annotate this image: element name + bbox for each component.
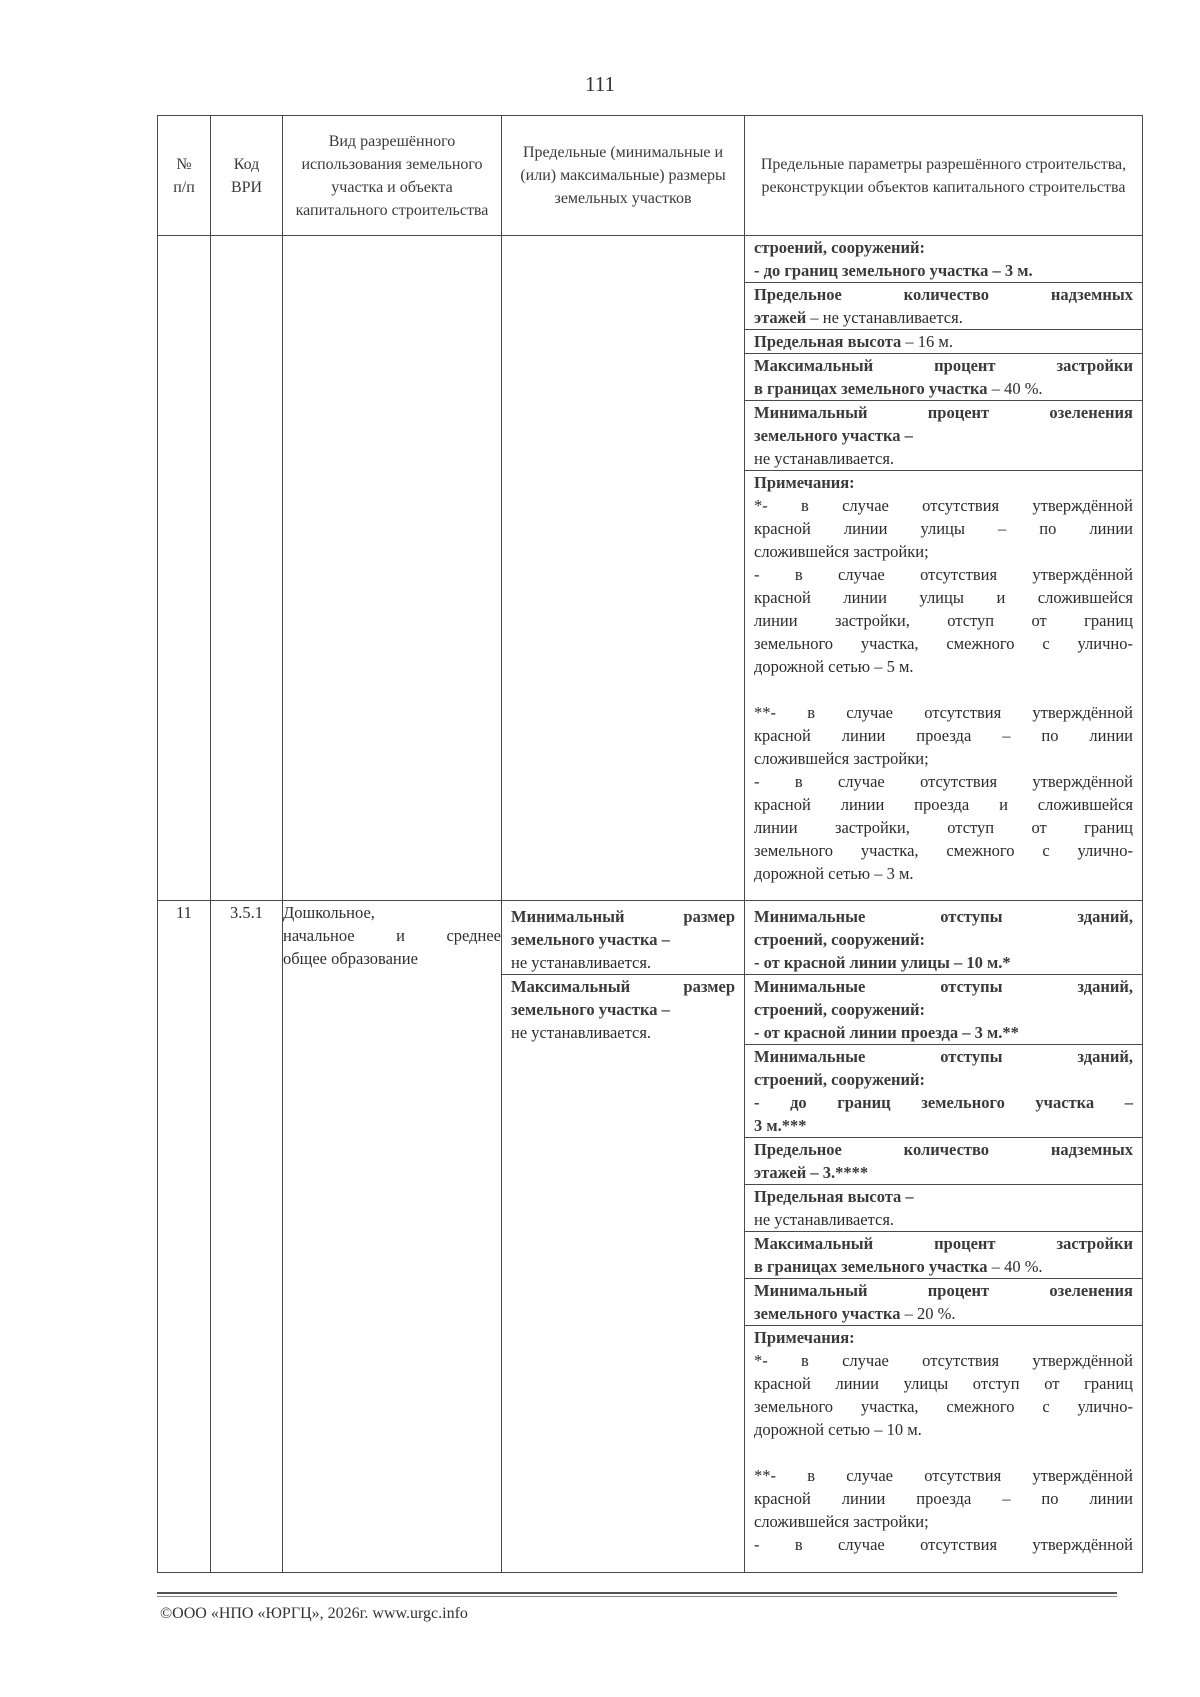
- permitted-use-text: общее образование: [283, 949, 418, 968]
- param-text: в границах земельного участка: [754, 1257, 988, 1276]
- param-text: Предельная высота: [754, 332, 902, 351]
- param-greening-percent: [745, 400, 1142, 470]
- notes-line: **- в случае отсутствия утверждённой: [754, 703, 1133, 722]
- notes-line: - в случае отсутствия утверждённой: [754, 1535, 1133, 1554]
- param-text: Предельная высота –: [754, 1187, 914, 1206]
- notes-line: красной линии проезда и сложившейся: [754, 795, 1133, 814]
- notes-line: земельного участка, смежного с улично-: [754, 634, 1133, 653]
- param-text: – 20 %.: [900, 1304, 956, 1323]
- table-header-row: [158, 116, 1143, 236]
- param-building-percent: [745, 1231, 1142, 1278]
- footer-divider: [157, 1592, 1117, 1594]
- cont-use-cell: [283, 236, 502, 901]
- size-text: Максимальный размер: [511, 977, 735, 996]
- notes-line: линии застройки, отступ от границ: [754, 818, 1133, 837]
- notes-line: линии застройки, отступ от границ: [754, 611, 1133, 630]
- param-text: строений, сооружений:: [754, 1070, 926, 1089]
- param-text: не устанавливается.: [754, 1210, 895, 1229]
- param-building-percent: [745, 353, 1142, 400]
- param-text: - до границ земельного участка – 3 м.: [754, 261, 1033, 280]
- notes-title: Примечания:: [754, 473, 855, 492]
- header-number: № п/п: [158, 116, 211, 236]
- notes-line: *- в случае отсутствия утверждённой: [754, 496, 1133, 515]
- notes-line: дорожной сетью – 10 м.: [754, 1420, 922, 1439]
- param-notes: [745, 470, 1142, 886]
- param-text: Минимальные отступы зданий,: [754, 977, 1133, 996]
- page-number: 111: [585, 72, 615, 96]
- notes-line: сложившейся застройки;: [754, 749, 929, 768]
- notes-title: Примечания:: [754, 1328, 855, 1347]
- permitted-use-text: Дошкольное,: [283, 903, 375, 922]
- cont-number-cell: [158, 236, 211, 901]
- param-floor-count: [745, 1137, 1142, 1184]
- param-max-height: [745, 1184, 1142, 1231]
- size-text: земельного участка –: [511, 1000, 670, 1019]
- param-text: Максимальный процент застройки: [754, 356, 1133, 375]
- notes-line: красной линии проезда – по линии: [754, 726, 1133, 745]
- notes-line: сложившейся застройки;: [754, 542, 929, 561]
- notes-line: красной линии улицы и сложившейся: [754, 588, 1133, 607]
- param-max-height: [745, 329, 1142, 353]
- size-text: не устанавливается.: [511, 1023, 652, 1042]
- table-row-continuation: [158, 236, 1143, 901]
- construction-params-cell: [745, 901, 1143, 1573]
- param-notes: [745, 1325, 1142, 1557]
- param-text: Минимальный процент озеленения: [754, 1281, 1133, 1300]
- param-text: в границах земельного участка: [754, 379, 988, 398]
- param-setback-driveway: [745, 974, 1142, 1044]
- param-text: не устанавливается.: [754, 449, 895, 468]
- param-text: Предельное количество надземных: [754, 1140, 1133, 1159]
- permitted-use-cell: [283, 901, 502, 1573]
- cont-sizes-cell: [502, 236, 745, 901]
- param-text: - до границ земельного участка –: [754, 1093, 1133, 1112]
- param-text: земельного участка –: [754, 426, 913, 445]
- param-text: Предельное количество надземных: [754, 285, 1133, 304]
- param-text: – не устанавливается.: [806, 308, 963, 327]
- notes-line: земельного участка, смежного с улично-: [754, 841, 1133, 860]
- size-text: земельного участка –: [511, 930, 670, 949]
- param-setback-boundary: [745, 1044, 1142, 1137]
- row-number: 11: [158, 901, 211, 1573]
- param-text: Минимальные отступы зданий,: [754, 907, 1133, 926]
- footer-copyright: ©ООО «НПО «ЮРГЦ», 2026г. www.urgc.info: [160, 1605, 468, 1622]
- size-max-plot: [502, 974, 744, 1045]
- header-permitted-use: Вид разрешённого использования земельного участка и объекта капитального строительства: [283, 116, 502, 236]
- param-greening-percent: [745, 1278, 1142, 1325]
- size-text: не устанавливается.: [511, 953, 652, 972]
- header-code: Код ВРИ: [211, 116, 283, 236]
- notes-line: дорожной сетью – 3 м.: [754, 864, 914, 883]
- param-text: - от красной линии проезда – 3 м.**: [754, 1023, 1019, 1042]
- notes-line: красной линии улицы отступ от границ: [754, 1374, 1133, 1393]
- notes-line: **- в случае отсутствия утверждённой: [754, 1466, 1133, 1485]
- cont-code-cell: [211, 236, 283, 901]
- param-text: этажей: [754, 308, 807, 327]
- param-text: – 40 %.: [987, 379, 1043, 398]
- notes-line: красной линии проезда – по линии: [754, 1489, 1133, 1508]
- permitted-use-text: начальное и среднее: [283, 926, 501, 945]
- header-plot-sizes: Предельные (минимальные и (или) максимальные) размеры земельных участков: [502, 116, 745, 236]
- notes-line: - в случае отсутствия утверждённой: [754, 772, 1133, 791]
- size-text: Минимальный размер: [511, 907, 735, 926]
- param-text: Максимальный процент застройки: [754, 1234, 1133, 1253]
- notes-line: дорожной сетью – 5 м.: [754, 657, 914, 676]
- param-text: этажей – 3.****: [754, 1163, 869, 1182]
- param-setback-street: [745, 901, 1142, 974]
- param-text: 3 м.***: [754, 1116, 807, 1135]
- notes-line: *- в случае отсутствия утверждённой: [754, 1351, 1133, 1370]
- param-text: земельного участка: [754, 1304, 901, 1323]
- param-text: строений, сооружений:: [754, 238, 926, 257]
- header-construction-parameters: Предельные параметры разрешённого строительства, реконструкции объектов капитального строительства: [745, 116, 1143, 236]
- param-text: – 40 %.: [987, 1257, 1043, 1276]
- param-text: - от красной линии улицы – 10 м.*: [754, 953, 1011, 972]
- plot-sizes-cell: [502, 901, 745, 1573]
- notes-line: красной линии улицы – по линии: [754, 519, 1133, 538]
- vri-code: 3.5.1: [211, 901, 283, 1573]
- notes-line: земельного участка, смежного с улично-: [754, 1397, 1133, 1416]
- param-text: строений, сооружений:: [754, 1000, 926, 1019]
- notes-line: сложившейся застройки;: [754, 1512, 929, 1531]
- param-text: Минимальные отступы зданий,: [754, 1047, 1133, 1066]
- cont-params-cell: [745, 236, 1143, 901]
- table-row-11: [158, 901, 1143, 1573]
- param-text: строений, сооружений:: [754, 930, 926, 949]
- regulations-table: [157, 115, 1143, 1573]
- param-text: – 16 м.: [901, 332, 953, 351]
- param-text: Минимальный процент озеленения: [754, 403, 1133, 422]
- param-setback-boundary: [745, 236, 1142, 282]
- size-min-plot: [502, 901, 744, 974]
- param-floor-count: [745, 282, 1142, 329]
- notes-line: - в случае отсутствия утверждённой: [754, 565, 1133, 584]
